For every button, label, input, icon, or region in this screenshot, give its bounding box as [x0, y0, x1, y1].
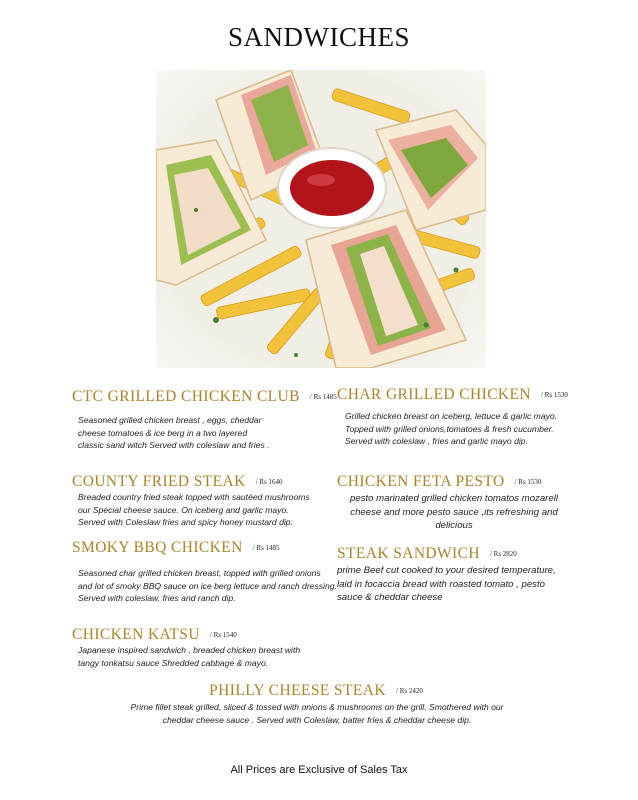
- item-name: SMOKY BBQ CHICKEN: [72, 539, 243, 556]
- item-name: COUNTY FRIED STEAK: [72, 473, 246, 490]
- item-description: Grilled chicken breast on iceberg, lettuce & garlic mayo. Topped with grilled onions,tomatoes & fresh cucumber. Served with coleslaw , fries and garlic mayo dip.: [345, 411, 558, 446]
- menu-item-chicken-feta-pesto: [337, 473, 571, 533]
- item-price: / Rs 1530: [541, 391, 568, 399]
- item-name: CHICKEN KATSU: [72, 626, 200, 643]
- item-name: CTC GRILLED CHICKEN CLUB: [72, 388, 300, 405]
- item-price: / Rs 1640: [255, 478, 283, 486]
- menu-item-char-grilled-chicken: [337, 386, 568, 448]
- menu-item-county-fried-steak: [72, 473, 310, 529]
- menu-item-steak-sandwich: [337, 545, 556, 605]
- item-name: CHICKEN FETA PESTO: [337, 473, 505, 490]
- sales-tax-note: All Prices are Exclusive of Sales Tax: [230, 764, 408, 776]
- item-name: CHAR GRILLED CHICKEN: [337, 386, 531, 403]
- item-price: / Rs 1485: [252, 544, 280, 552]
- page-title: SANDWICHES: [227, 22, 410, 52]
- item-description: Prime fillet steak grilled, sliced & tossed with onions & mushrooms on the grill. Smothered with our cheddar cheese sauce . Served with Coleslaw, batter fries & cheddar cheese dip.: [130, 702, 504, 725]
- item-description: pesto marinated grilled chicken tomatos mozarell cheese and more pesto sauce ,its refreshing and delicious: [350, 493, 558, 531]
- menu-item-smoky-bbq-chicken: [72, 539, 337, 605]
- item-description: Seasoned char grilled chicken breast, topped with grilled onions and lot of smoky BBQ sauce on ice berg lettuce and ranch dressing. Served with coleslaw, fries and ranch dip.: [78, 568, 337, 603]
- club-sandwich-with-fries-and-ketchup-photo: [156, 70, 486, 368]
- item-description: Seasoned grilled chicken breast , eggs, cheddar cheese tomatoes & ice berg in a two layered classic sand witch Served with coleslaw and fries .: [78, 415, 270, 450]
- item-price: / Rs 2820: [489, 550, 517, 558]
- item-description: Breaded country fried steak topped with sautéed mushrooms our Special cheese sauce. On iceberg and garlic mayo. Served with Coleslaw fries and spicy honey mustard dip.: [78, 492, 310, 527]
- item-name: PHILLY CHEESE STEAK: [209, 682, 386, 699]
- item-price: / Rs 1530: [514, 478, 542, 486]
- item-name: STEAK SANDWICH: [337, 545, 480, 562]
- item-price: / Rs 1540: [209, 631, 237, 639]
- menu-item-chicken-katsu: [72, 626, 300, 669]
- menu-item-ctc-grilled-chicken-club: [72, 388, 337, 452]
- menu-item-philly-cheese-steak: [0, 682, 638, 726]
- sandwich-photo: [156, 70, 486, 368]
- item-price: / Rs 1485: [309, 393, 337, 401]
- item-description: prime Beef cut cooked to your desired temperature, laid in focaccia bread with roasted tomato , pesto sauce & cheddar cheese: [337, 565, 556, 603]
- item-description: Japanese inspired sandwich , breaded chicken breast with tangy tonkatsu sauce Shredded cabbage & mayo.: [78, 645, 301, 668]
- item-price: / Rs 2420: [396, 687, 423, 695]
